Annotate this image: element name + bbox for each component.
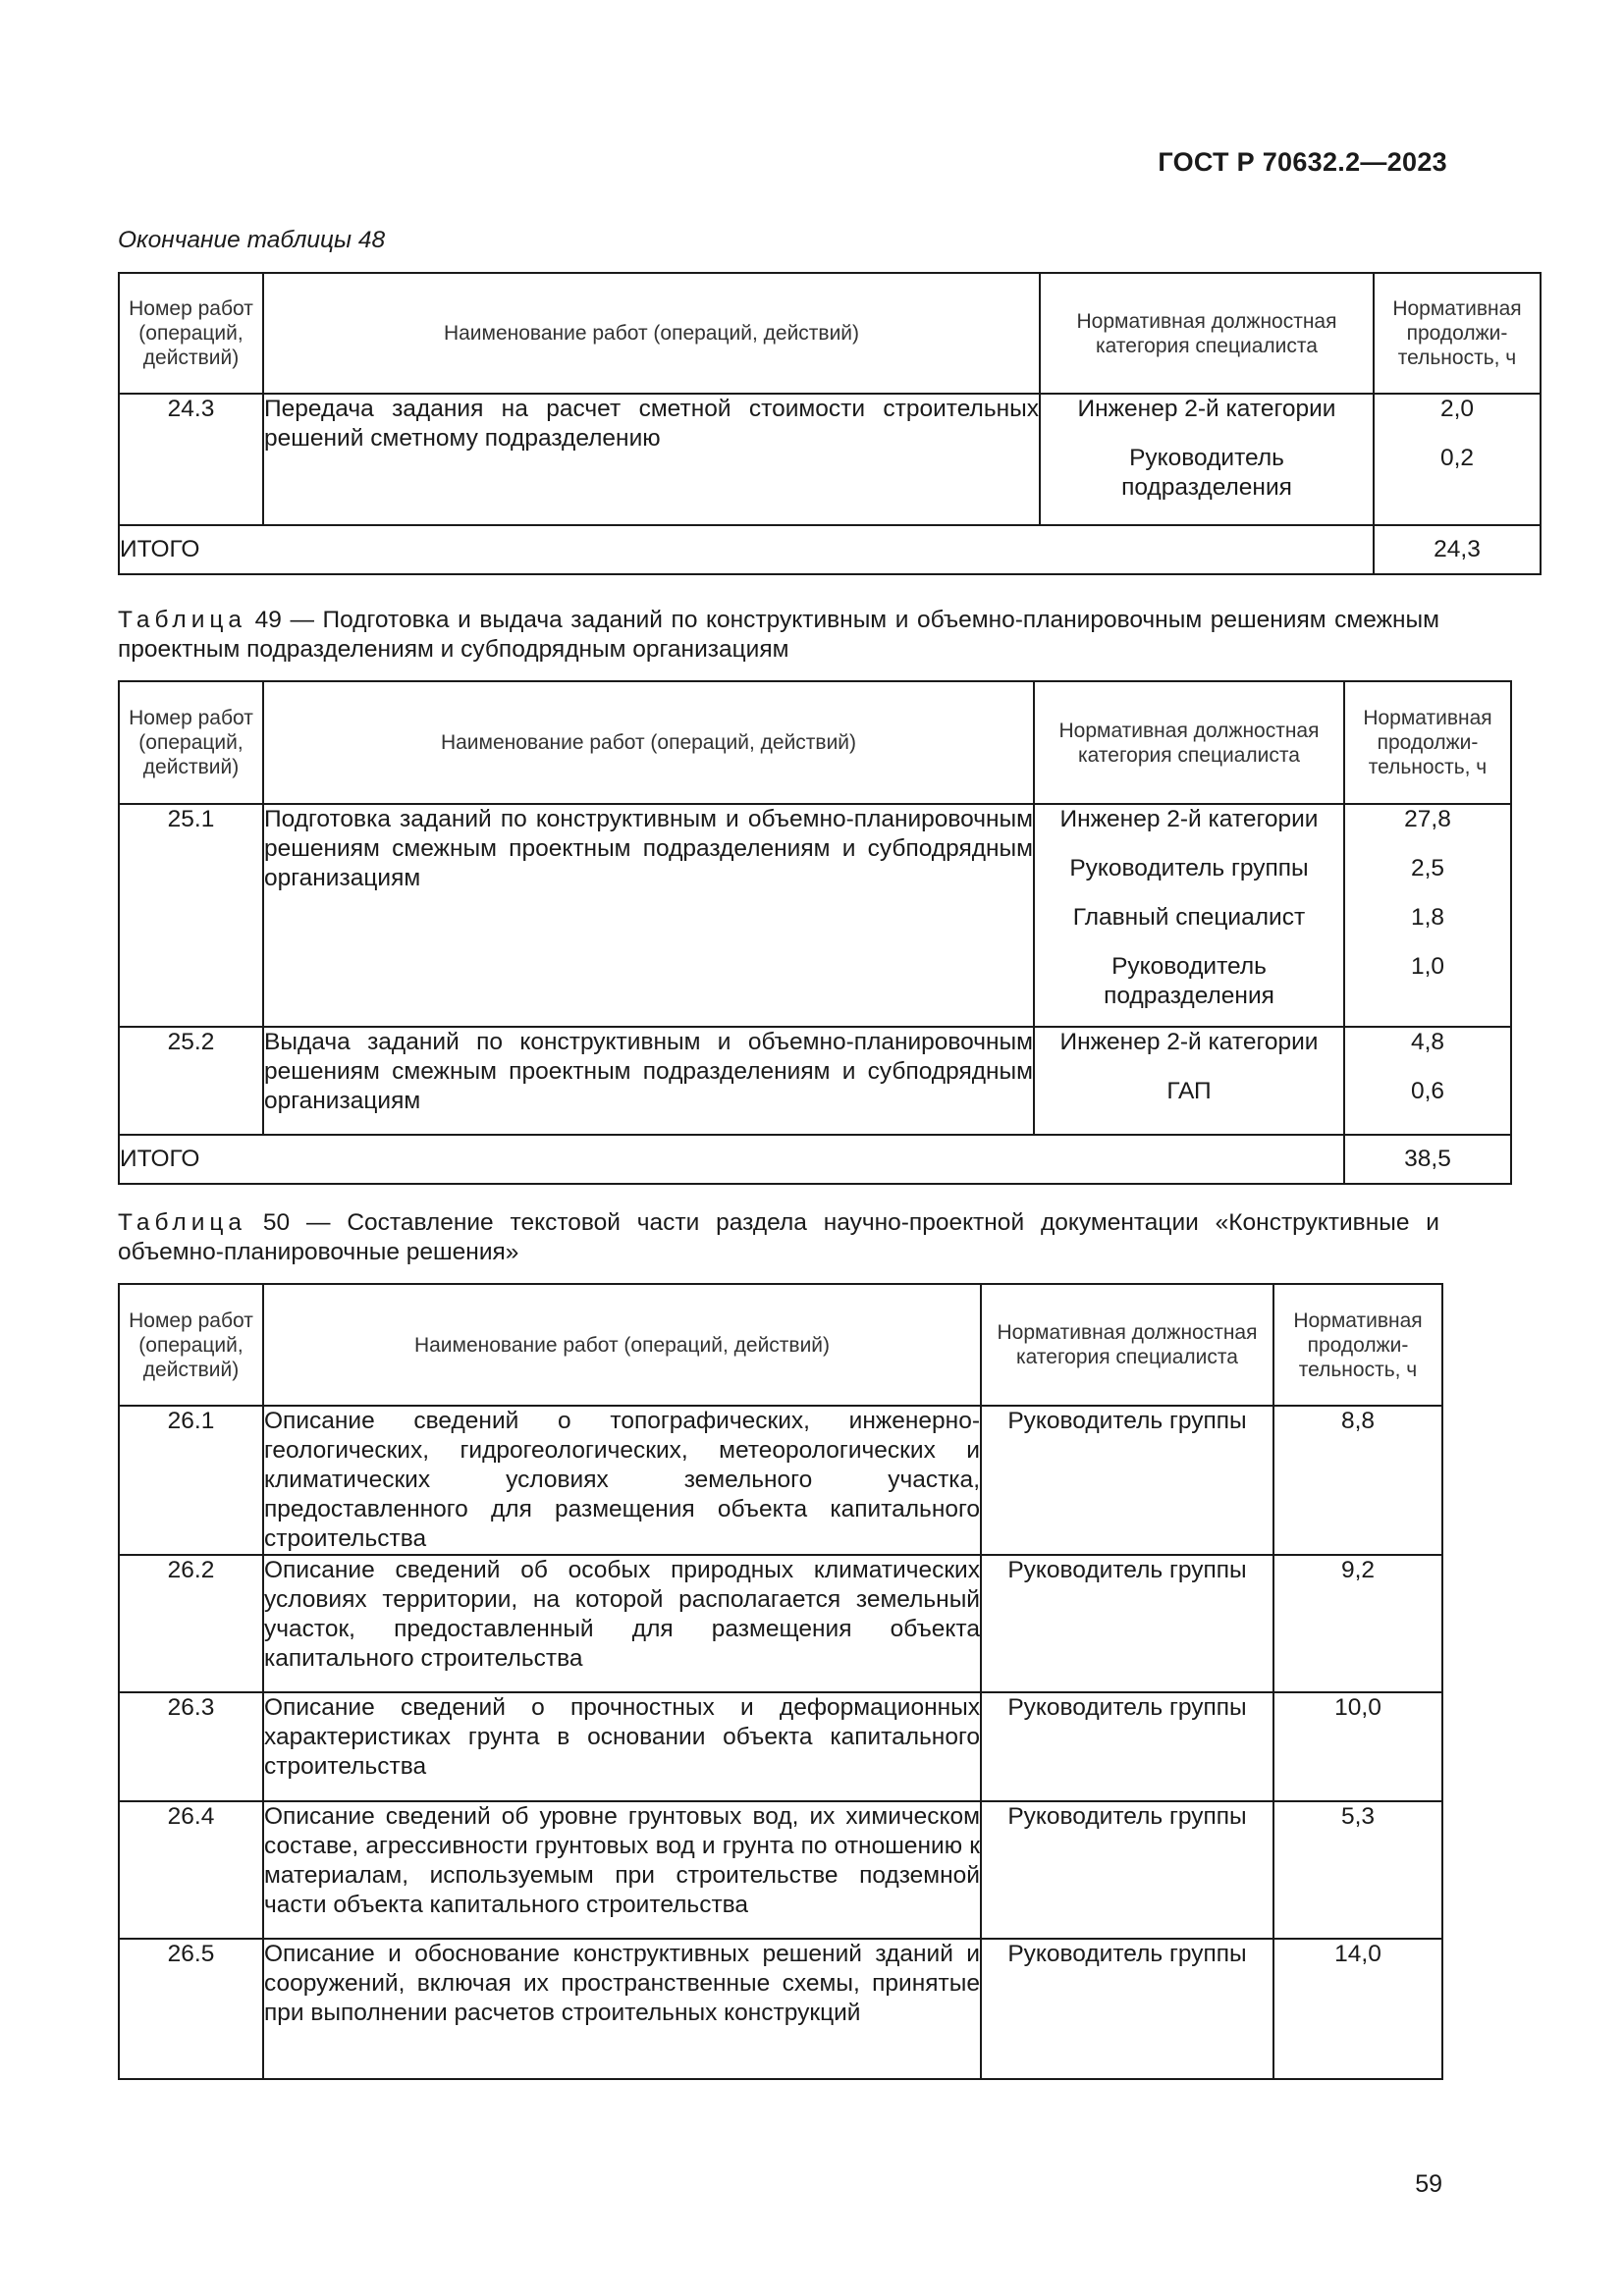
row-duration: 9,2 — [1273, 1555, 1442, 1692]
row-category-cell — [1040, 394, 1374, 525]
duration-item: 0,6 — [1410, 1078, 1445, 1104]
duration-item: 2,0 — [1439, 396, 1475, 422]
duration-item: 1,8 — [1410, 904, 1445, 931]
row-desc: Описание сведений об уровне грунтовых вод, их химическом составе, агрессивности грунтовых вод и грунта по отношению к материалам, используемым при строительстве подземной части объекта капитального строительства — [263, 1801, 981, 1939]
row-desc: Описание сведений о прочностных и деформационных характеристиках грунта в основании объекта капитального строительства — [263, 1692, 981, 1801]
table-row — [119, 1406, 1442, 1555]
row-num: 26.5 — [119, 1939, 263, 2079]
col-header-num: Номер работ (операций, действий) — [119, 273, 263, 394]
table-50 — [118, 1283, 1443, 2080]
col-header-num: Номер работ (операций, действий) — [119, 1284, 263, 1406]
col-header-duration: Нормативная продолжи-тельность, ч — [1344, 681, 1511, 804]
duration-item: 2,5 — [1410, 855, 1445, 881]
total-value: 38,5 — [1344, 1135, 1511, 1184]
row-duration: 10,0 — [1273, 1692, 1442, 1801]
page-number: 59 — [1415, 2170, 1442, 2198]
table-row — [119, 1027, 1511, 1135]
row-desc: Подготовка заданий по конструктивным и объемно-планировочным решениям смежным проектным подразделениям и субподрядным организациям — [263, 804, 1034, 1027]
row-duration: 8,8 — [1273, 1406, 1442, 1555]
row-duration: 5,3 — [1273, 1801, 1442, 1939]
total-label: ИТОГО — [119, 1135, 1344, 1184]
row-category-cell — [1034, 804, 1344, 1027]
total-row — [119, 525, 1541, 574]
duration-item: 0,2 — [1439, 445, 1475, 471]
row-num: 25.2 — [119, 1027, 263, 1135]
table-48 — [118, 272, 1542, 575]
table-header-row — [119, 681, 1511, 804]
row-duration-cell — [1344, 1027, 1511, 1135]
col-header-category: Нормативная должностная категория специалиста — [981, 1284, 1273, 1406]
table50-caption — [118, 1208, 1439, 1267]
table-row — [119, 1692, 1442, 1801]
row-category: Руководитель группы — [981, 1555, 1273, 1692]
total-value: 24,3 — [1374, 525, 1541, 574]
row-duration-cell — [1344, 804, 1511, 1027]
row-desc: Описание сведений об особых природных климатических условиях территории, на которой располагается земельный участок, предоставленный для размещения объекта капитального строительства — [263, 1555, 981, 1692]
col-header-duration: Нормативная продолжи-тельность, ч — [1374, 273, 1541, 394]
row-desc: Передача задания на расчет сметной стоимости строительных решений сметному подразделению — [263, 394, 1040, 525]
col-header-category: Нормативная должностная категория специалиста — [1034, 681, 1344, 804]
table-row — [119, 1939, 1442, 2079]
table-row — [119, 1555, 1442, 1692]
category-item: Руководитель подразделения — [1121, 445, 1292, 501]
table48-caption: Окончание таблицы 48 — [118, 227, 386, 253]
col-header-num: Номер работ (операций, действий) — [119, 681, 263, 804]
duration-item: 4,8 — [1410, 1029, 1445, 1055]
category-item: Инженер 2-й категории — [1077, 396, 1336, 422]
row-category: Руководитель группы — [981, 1692, 1273, 1801]
row-num: 26.2 — [119, 1555, 263, 1692]
category-item: Руководитель подразделения — [1104, 953, 1274, 1009]
category-item: ГАП — [1166, 1078, 1212, 1104]
row-num: 26.4 — [119, 1801, 263, 1939]
row-desc: Описание сведений о топографических, инженерно-геологических, гидрогеологических, метеорологических и климатических условиях земельного участка, предоставленного для размещения объекта капитального строительства — [263, 1406, 981, 1555]
row-duration: 14,0 — [1273, 1939, 1442, 2079]
duration-item: 1,0 — [1410, 953, 1445, 980]
row-category: Руководитель группы — [981, 1406, 1273, 1555]
row-num: 24.3 — [119, 394, 263, 525]
caption-word: Таблица — [118, 607, 247, 633]
row-category: Руководитель группы — [981, 1801, 1273, 1939]
table-header-row — [119, 1284, 1442, 1406]
document-header: ГОСТ Р 70632.2—2023 — [1158, 147, 1447, 177]
category-item: Инженер 2-й категории — [1059, 806, 1319, 832]
table-49 — [118, 680, 1512, 1185]
caption-text: 49 — Подготовка и выдача заданий по конструктивным и объемно-планировочным решениям смежным проектным подразделениям и субподрядным организациям — [118, 607, 1439, 663]
col-header-name: Наименование работ (операций, действий) — [263, 273, 1040, 394]
row-category: Руководитель группы — [981, 1939, 1273, 2079]
duration-item: 27,8 — [1404, 806, 1451, 832]
category-item: Инженер 2-й категории — [1059, 1029, 1319, 1055]
category-item: Главный специалист — [1072, 904, 1306, 931]
col-header-duration: Нормативная продолжи-тельность, ч — [1273, 1284, 1442, 1406]
row-desc: Описание и обоснование конструктивных решений зданий и сооружений, включая их пространственные схемы, принятые при выполнении расчетов строительных конструкций — [263, 1939, 981, 2079]
total-label: ИТОГО — [119, 525, 1374, 574]
table-row — [119, 804, 1511, 1027]
table-row — [119, 394, 1541, 525]
col-header-name: Наименование работ (операций, действий) — [263, 1284, 981, 1406]
col-header-category: Нормативная должностная категория специалиста — [1040, 273, 1374, 394]
table-header-row — [119, 273, 1541, 394]
col-header-name: Наименование работ (операций, действий) — [263, 681, 1034, 804]
caption-text: 50 — Составление текстовой части раздела научно-проектной документации «Конструктивные и объемно-планировочные решения» — [118, 1209, 1439, 1265]
row-num: 25.1 — [119, 804, 263, 1027]
row-num: 26.3 — [119, 1692, 263, 1801]
table-row — [119, 1801, 1442, 1939]
caption-word: Таблица — [118, 1209, 247, 1236]
total-row — [119, 1135, 1511, 1184]
table49-caption — [118, 606, 1439, 665]
row-duration-cell — [1374, 394, 1541, 525]
row-desc: Выдача заданий по конструктивным и объемно-планировочным решениям смежным проектным подразделениям и субподрядным организациям — [263, 1027, 1034, 1135]
row-num: 26.1 — [119, 1406, 263, 1555]
category-item: Руководитель группы — [1069, 855, 1309, 881]
row-category-cell — [1034, 1027, 1344, 1135]
